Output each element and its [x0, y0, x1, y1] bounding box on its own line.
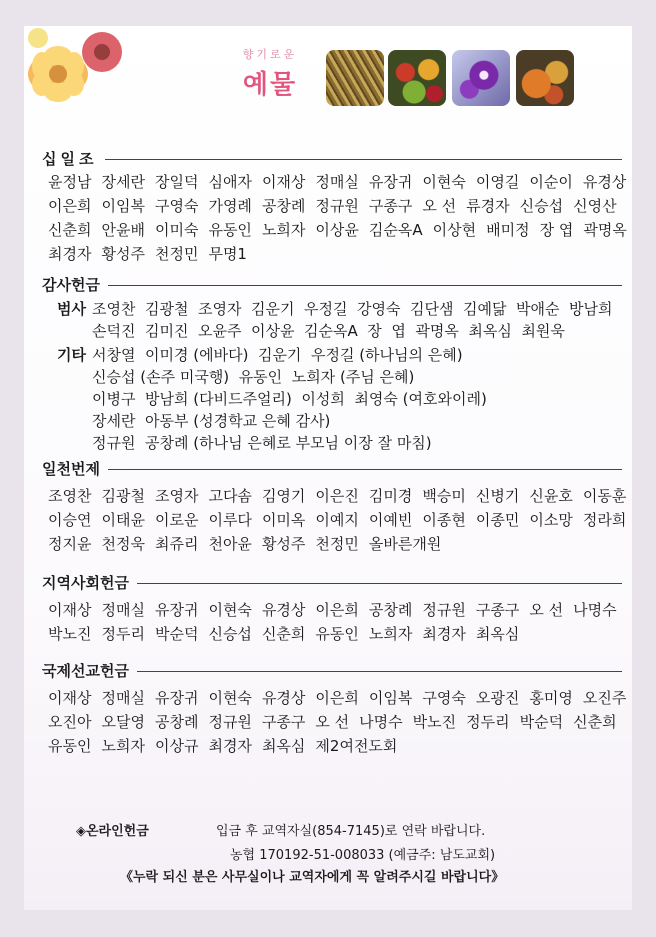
donor-name: 윤정남 [48, 173, 92, 191]
name-row [42, 598, 622, 622]
donor-name: 이영길 [475, 173, 520, 191]
section-title: 십일조 [42, 149, 98, 168]
donor-name: 제2여전도회 [315, 737, 398, 755]
group-label: 기타 [57, 346, 86, 364]
donor-name: 무명1 [208, 245, 247, 263]
donor-name: 최옥심 [261, 737, 306, 755]
section-divider [108, 285, 622, 286]
donor-name: 신춘희 [573, 713, 617, 731]
donor-name: 정규원 [315, 197, 359, 215]
donor-name: 구종구 [368, 197, 413, 215]
donor-name: 이현숙 [208, 601, 252, 619]
section-mission [42, 660, 627, 758]
donor-name: 정두리 [101, 625, 145, 643]
donor-name: 이미숙 [154, 221, 199, 239]
section-title: 일천번제 [42, 459, 100, 478]
donor-name: 이현숙 [208, 689, 252, 707]
group-line: 정규원 공창례 (하나님 은혜로 부모님 이장 잘 마침) [92, 434, 432, 452]
donor-name: 이은희 [315, 689, 359, 707]
section-thanks [42, 274, 622, 454]
name-row [42, 532, 622, 556]
name-row [42, 508, 627, 532]
donor-name: 박순덕 [154, 625, 199, 643]
section-community [42, 572, 622, 646]
donor-name: 박순덕 [519, 713, 564, 731]
section-title: 감사헌금 [42, 275, 100, 294]
donor-name: 구종구 [261, 713, 306, 731]
account-line: 농협 170192-51-008033 (예금주: 남도교회) [230, 848, 496, 863]
contact-line: 입금 후 교역자실(854-7145)로 연락 바랍니다. [216, 824, 486, 839]
donor-name: 이로운 [154, 511, 199, 529]
group-line: 손덕진 김미진 오윤주 이상윤 김순옥A 장 엽 곽명옥 최옥심 최원욱 [92, 322, 565, 340]
donor-name: 신승섭 [208, 625, 252, 643]
donor-name: 홍미영 [529, 689, 573, 707]
donor-name: 류경자 [466, 197, 510, 215]
donor-name: 유동인 [208, 221, 252, 239]
donor-name: 이소망 [529, 511, 573, 529]
donor-name: 이루다 [208, 511, 252, 529]
donor-name: 이상규 [154, 737, 199, 755]
name-row [42, 710, 622, 734]
donor-name: 유장귀 [368, 173, 413, 191]
donor-name: 신병기 [475, 487, 520, 505]
donor-name: 이예지 [315, 511, 359, 529]
flower-decoration-icon [24, 26, 134, 136]
group-line: 장세란 아동부 (성경학교 은혜 감사) [92, 412, 331, 430]
donor-name: 장 엽 [539, 221, 574, 239]
donor-name: 백승미 [422, 487, 466, 505]
donor-name: 안윤배 [101, 221, 145, 239]
donor-name: 오 선 [315, 713, 350, 731]
name-row [42, 734, 622, 758]
section-divider [105, 159, 622, 160]
donor-name: 이태윤 [101, 511, 145, 529]
donor-name: 김영기 [261, 487, 306, 505]
header-title-block [230, 46, 310, 101]
section-tithe [42, 148, 627, 266]
header-subtitle: 향기로운 [242, 48, 298, 61]
section-divider [108, 469, 622, 470]
group-line: 이병구 방남희 (다비드주얼리) 이성희 최영숙 (여호와이레) [92, 390, 487, 408]
donor-name: 이순이 [529, 173, 573, 191]
donor-name: 오진아 [48, 713, 92, 731]
orchid-photo [452, 50, 510, 106]
donor-name: 공창례 [368, 601, 413, 619]
donor-name: 정두리 [466, 713, 510, 731]
donor-name: 최경자 [422, 625, 466, 643]
name-row [42, 686, 627, 710]
donor-name: 심애자 [208, 173, 252, 191]
section-title: 지역사회헌금 [42, 573, 129, 592]
donor-name: 고다솜 [208, 487, 252, 505]
donor-name: 김순옥A [368, 221, 423, 239]
donor-name: 이종현 [422, 511, 466, 529]
donor-name: 유경상 [261, 601, 306, 619]
donor-name: 정라희 [582, 511, 627, 529]
donor-name: 천아윤 [208, 535, 252, 553]
donor-name: 오 선 [529, 601, 564, 619]
name-row [42, 194, 622, 218]
omission-notice: 《누락 되신 분은 사무실이나 교역자에게 꼭 알려주시길 바랍니다》 [120, 870, 505, 885]
donor-name: 신윤호 [529, 487, 573, 505]
bulletin-page [24, 26, 632, 910]
donor-name: 유경상 [582, 173, 627, 191]
donor-name: 이은희 [315, 601, 359, 619]
donor-name: 이임복 [101, 197, 145, 215]
donor-name: 천정욱 [101, 535, 145, 553]
group-line: 서창열 이미경 (에바다) 김운기 우정길 (하나님의 은혜) [92, 346, 463, 364]
donor-name: 이은진 [315, 487, 359, 505]
donor-name: 조영찬 [48, 487, 92, 505]
donor-name: 이은희 [48, 197, 92, 215]
donor-name: 신영산 [573, 197, 617, 215]
donor-name: 정매실 [101, 689, 145, 707]
donor-name: 김광철 [101, 487, 145, 505]
donor-name: 최옥심 [475, 625, 520, 643]
donor-name: 최경자 [48, 245, 92, 263]
donor-name: 이예빈 [368, 511, 413, 529]
donor-name: 장일덕 [154, 173, 199, 191]
donor-name: 이상윤 [315, 221, 359, 239]
group-label: 범사 [57, 300, 86, 318]
donor-name: 황성주 [101, 245, 145, 263]
donor-name: 박노진 [412, 713, 457, 731]
donor-name: 곽명옥 [583, 221, 627, 239]
name-row [42, 242, 622, 266]
donor-name: 이미옥 [261, 511, 306, 529]
donor-name: 구영숙 [422, 689, 466, 707]
donor-name: 이승연 [48, 511, 92, 529]
donor-name: 최경자 [208, 737, 252, 755]
donor-name: 이임복 [368, 689, 413, 707]
donor-name: 구종구 [475, 601, 520, 619]
donor-name: 신승섭 [519, 197, 564, 215]
group-line: 신승섭 (손주 미국행) 유동인 노희자 (주님 은혜) [92, 368, 415, 386]
donor-name: 공창례 [261, 197, 306, 215]
donor-name: 이상현 [432, 221, 477, 239]
donor-name: 정규원 [422, 601, 466, 619]
group-line: 조영찬 김광철 조영자 김운기 우정길 강영숙 김단샘 김예닮 박애순 방남희 [92, 300, 613, 318]
donor-name: 오진주 [582, 689, 627, 707]
donor-name: 정매실 [101, 601, 145, 619]
donor-name: 오 선 [422, 197, 457, 215]
donor-name: 신춘희 [48, 221, 92, 239]
donor-name: 유장귀 [154, 689, 199, 707]
donor-name: 유장귀 [154, 601, 199, 619]
section-divider [137, 583, 622, 584]
donor-name: 천정민 [315, 535, 359, 553]
donor-name: 조영자 [154, 487, 199, 505]
name-row [42, 218, 627, 242]
donor-name: 배미정 [486, 221, 530, 239]
section-onethousand [42, 458, 627, 556]
donor-name: 장세란 [101, 173, 145, 191]
donor-name: 가영례 [208, 197, 252, 215]
donor-name: 정지윤 [48, 535, 92, 553]
donor-name: 최쥬리 [154, 535, 199, 553]
donor-name: 구영숙 [154, 197, 199, 215]
donor-name: 이종민 [475, 511, 520, 529]
donor-name: 이재상 [48, 601, 92, 619]
donor-name: 천정민 [154, 245, 199, 263]
donor-name: 이현숙 [422, 173, 466, 191]
pumpkin-photo [516, 50, 574, 106]
donor-name: 신춘희 [261, 625, 306, 643]
donor-name: 유동인 [48, 737, 92, 755]
section-divider [137, 671, 622, 672]
donor-name: 노희자 [368, 625, 413, 643]
donor-name: 김미경 [368, 487, 413, 505]
donor-name: 나명수 [359, 713, 403, 731]
name-row [42, 484, 627, 508]
donor-name: 나명수 [573, 601, 617, 619]
section-title: 국제선교헌금 [42, 661, 129, 680]
donor-name: 정매실 [315, 173, 359, 191]
donor-name: 오달영 [101, 713, 145, 731]
donor-name: 황성주 [261, 535, 306, 553]
donor-name: 공창례 [154, 713, 199, 731]
donor-name: 유동인 [315, 625, 359, 643]
name-row [42, 170, 627, 194]
donor-name: 노희자 [101, 737, 145, 755]
online-offering-label: ◈온라인헌금 [76, 824, 149, 839]
donor-name: 이재상 [261, 173, 306, 191]
name-row [42, 622, 622, 646]
wheat-photo [326, 50, 384, 106]
fruit-photo [388, 50, 446, 106]
donor-name: 이재상 [48, 689, 92, 707]
donor-name: 이동훈 [582, 487, 627, 505]
donor-name: 노희자 [261, 221, 306, 239]
header-title: 예물 [242, 70, 298, 100]
donor-name: 유경상 [261, 689, 306, 707]
donor-name: 정규원 [208, 713, 252, 731]
donor-name: 올바른개원 [368, 535, 442, 553]
donor-name: 오광진 [475, 689, 520, 707]
donor-name: 박노진 [48, 625, 92, 643]
